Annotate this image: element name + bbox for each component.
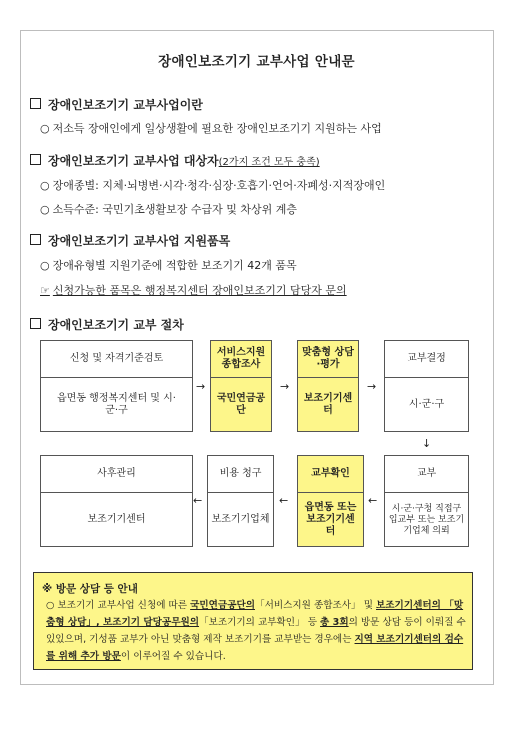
step-title: 비용 청구 [208,456,273,493]
items-line: ○ 장애유형별 지원기준에 적합한 보조기기 42개 품목 [40,259,297,272]
section-heading-overview: 장애인보조기기 교부사업이란 [30,96,203,113]
step-title: 맞춤형 상담·평가 [298,341,358,378]
checkbox-marker-icon [30,318,41,329]
section-heading-eligibility: 장애인보조기기 교부사업 대상자(2가지 조건 모두 충족) [30,152,320,169]
arrow-left-icon: ← [193,494,203,507]
flow-step-confirmation [297,455,364,547]
step-agency: 보조기기센터 [303,393,353,416]
flow-step-billing [207,455,274,547]
page-title: 장애인보조기기 교부사업 안내문 [158,54,355,70]
section-heading-process: 장애인보조기기 교부 절차 [30,316,184,333]
section-heading-items: 장애인보조기기 교부사업 지원품목 [30,232,230,249]
step-agency: 보조기기센터 [87,514,146,525]
pointing-hand-icon: ☞ [40,284,50,297]
step-title: 사후관리 [41,456,192,493]
step-agency: 보조기기업체 [211,514,270,525]
notice-heading: ※ 방문 상담 등 안내 [42,583,138,595]
visit-notice-box [33,572,473,670]
checkbox-marker-icon [30,234,41,245]
step-agency: 읍면동 행정복지센터 및 시·군·구 [57,393,176,416]
step-agency: 국민연금공단 [216,393,266,416]
flow-step-delivery [384,455,469,547]
checkbox-marker-icon [30,154,41,165]
notice-body: ○ 보조기기 교부사업 신청에 따른 국민연금공단의「서비스지원 종합조사」 및 보조기기센터의 「맞춤형 상담」, 보조기기 담당공무원의「보조기기의 교부확인」 등 총 3회의 방문 상담 등이 이뤄질 수 있있으며, 기성품 교부가 아닌 맞춤형 제작 보조기기를 교부받는 경우에는 지역 보조기기센터의 검수를 위해 추가 방문이 이루어질 수 있습니다. [46,600,466,662]
flow-step-survey [210,340,272,432]
step-agency: 시·군·구청 직접구입교부 또는 보조기기업체 의뢰 [388,503,465,536]
arrow-right-icon: → [280,380,290,393]
step-title: 신청 및 자격기준검토 [41,341,192,378]
step-title: 교부확인 [298,456,363,493]
step-title: 교부 [385,456,468,493]
overview-line: ○ 저소득 장애인에게 일상생활에 필요한 장애인보조기기 지원하는 사업 [40,122,382,135]
flow-step-decision [384,340,469,432]
arrow-right-icon: → [367,380,377,393]
step-agency: 읍면동 또는 보조기기센터 [304,502,357,537]
eligibility-disability-line: ○ 장애종별: 지체·뇌병변·시각·청각·심장·호흡기·언어·자폐성·지적장애인 [40,179,386,192]
flow-step-application [40,340,193,432]
arrow-right-icon: → [196,380,206,393]
arrow-left-icon: ← [368,494,378,507]
arrow-left-icon: ← [279,494,289,507]
flow-step-aftercare [40,455,193,547]
flow-step-assessment [297,340,359,432]
step-title: 교부결정 [385,341,468,378]
step-agency: 시·군·구 [408,399,445,410]
eligibility-income-line: ○ 소득수준: 국민기초생활보장 수급자 및 차상위 계층 [40,203,297,216]
checkbox-marker-icon [30,98,41,109]
arrow-down-icon: ↓ [422,437,432,450]
items-reference: ☞ 신청가능한 품목은 행정복지센터 장애인보조기기 담당자 문의 [40,284,347,297]
step-title: 서비스지원 종합조사 [211,341,271,378]
